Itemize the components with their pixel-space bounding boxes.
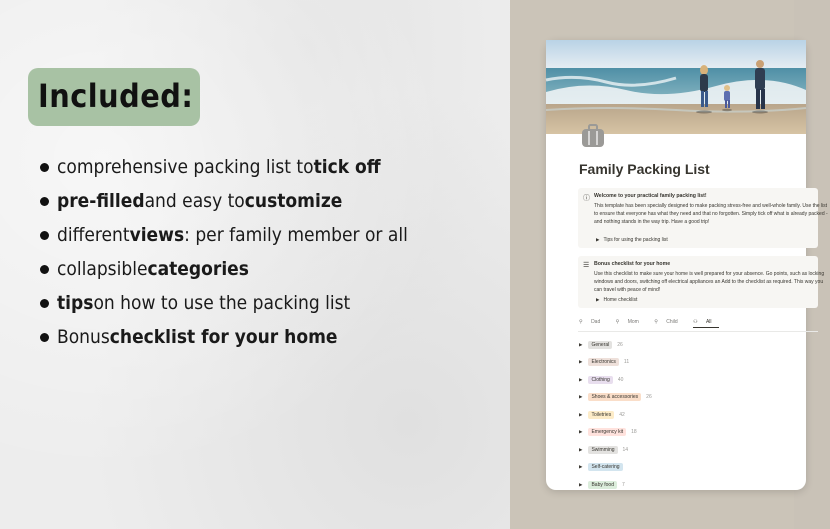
category-tag: Emergency kit (588, 428, 626, 436)
group-row[interactable] (579, 371, 652, 389)
group-row[interactable] (579, 389, 652, 407)
person-icon: ⚲ (654, 319, 660, 325)
group-icon: ⚇ (693, 319, 699, 325)
feature-item: collapsible categories (40, 252, 408, 286)
toggle-triangle-icon: ▶ (579, 376, 583, 382)
group-count: 18 (631, 429, 637, 436)
divider (578, 331, 818, 332)
bullet-icon (40, 333, 49, 342)
cover-image (546, 40, 806, 134)
tab-all[interactable]: ⚇ All (693, 319, 718, 328)
bullet-icon (40, 163, 49, 172)
toggle-home-checklist[interactable]: ▶ Home checklist (596, 297, 638, 303)
toggle-triangle-icon: ▶ (579, 359, 583, 365)
group-row[interactable] (579, 424, 652, 442)
callout-text: Use this checklist to make sure your home is well prepared for your absence. Go points, such as locking windows and doors, switching off electrical appliances an Add to the checklist as required. This way you can travel with peace of mind! (594, 271, 825, 293)
toggle-triangle-icon: ▶ (579, 464, 583, 470)
person-icon: ⚲ (579, 319, 585, 325)
toggle-triangle-icon: ▶ (579, 429, 583, 435)
home-checklist-callout (578, 256, 825, 308)
group-count: 11 (623, 359, 630, 366)
toggle-triangle-icon: ▶ (596, 297, 600, 302)
feature-item: tips on how to use the packing list (40, 286, 408, 320)
category-tag: Toiletries (588, 411, 614, 419)
group-row[interactable] (579, 441, 652, 459)
tab-dad[interactable]: ⚲ Dad (579, 319, 601, 325)
included-heading: Included: (38, 77, 194, 115)
feature-item: comprehensive packing list to tick off (40, 150, 408, 184)
category-groups (579, 336, 652, 494)
callout-title: Bonus checklist for your home (594, 261, 671, 267)
group-count: 14 (622, 446, 629, 453)
toggle-triangle-icon: ▶ (579, 341, 583, 347)
group-row[interactable] (579, 336, 652, 354)
person-icon: ⚲ (615, 319, 621, 325)
bullet-icon (40, 265, 49, 274)
category-tag: Baby food (588, 481, 617, 489)
tab-mom[interactable]: ⚲ Mom (615, 319, 639, 325)
toggle-triangle-icon: ▶ (579, 394, 583, 400)
feature-item: Bonus checklist for your home (40, 320, 408, 354)
feature-list (40, 150, 408, 354)
group-row[interactable] (579, 459, 652, 477)
category-tag: Shoes & accessories (588, 393, 641, 401)
group-count: 7 (622, 481, 625, 488)
category-tag: Clothing (588, 376, 612, 384)
checklist-icon: ☰ (583, 262, 590, 269)
group-count: 26 (646, 394, 652, 401)
feature-item: different views : per family member or all (40, 218, 408, 252)
view-tabs (579, 319, 726, 325)
tab-child[interactable]: ⚲ Child (654, 319, 678, 325)
group-row[interactable] (579, 476, 652, 494)
group-count: 42 (619, 411, 625, 418)
group-count: 26 (617, 341, 623, 348)
welcome-callout (578, 188, 828, 248)
bullet-icon (40, 299, 49, 308)
category-tag: Electronics (588, 358, 618, 366)
included-badge (28, 68, 200, 126)
category-tag: Swimming (588, 446, 617, 454)
callout-text: This template has been specially designed to make packing stress-free and well-whole family. Use the list to ensure that everyone has what they need and that no forgotten. Simply tick off what is already packed - and nothing stands in the way trip. Have a good trip! (594, 203, 828, 225)
toggle-triangle-icon: ▶ (579, 411, 583, 417)
suitcase-icon (580, 123, 606, 149)
group-row[interactable] (579, 406, 652, 424)
category-tag: Self-catering (588, 463, 622, 471)
callout-title: Welcome to your practical family packing list! (594, 193, 707, 199)
feature-item: pre-filled and easy to customize (40, 184, 408, 218)
toggle-triangle-icon: ▶ (579, 481, 583, 487)
group-row[interactable] (579, 354, 652, 372)
category-tag: General (588, 341, 612, 349)
toggle-triangle-icon: ▶ (596, 237, 600, 242)
toggle-tips[interactable]: ▶ Tips for using the packing list (596, 237, 668, 243)
group-count: 40 (617, 376, 624, 383)
bullet-icon (40, 197, 49, 206)
page-title: Family Packing List (579, 161, 710, 177)
notion-page-preview (546, 40, 828, 490)
info-icon: ⓘ (583, 195, 590, 202)
toggle-triangle-icon: ▶ (579, 446, 583, 452)
bullet-icon (40, 231, 49, 240)
